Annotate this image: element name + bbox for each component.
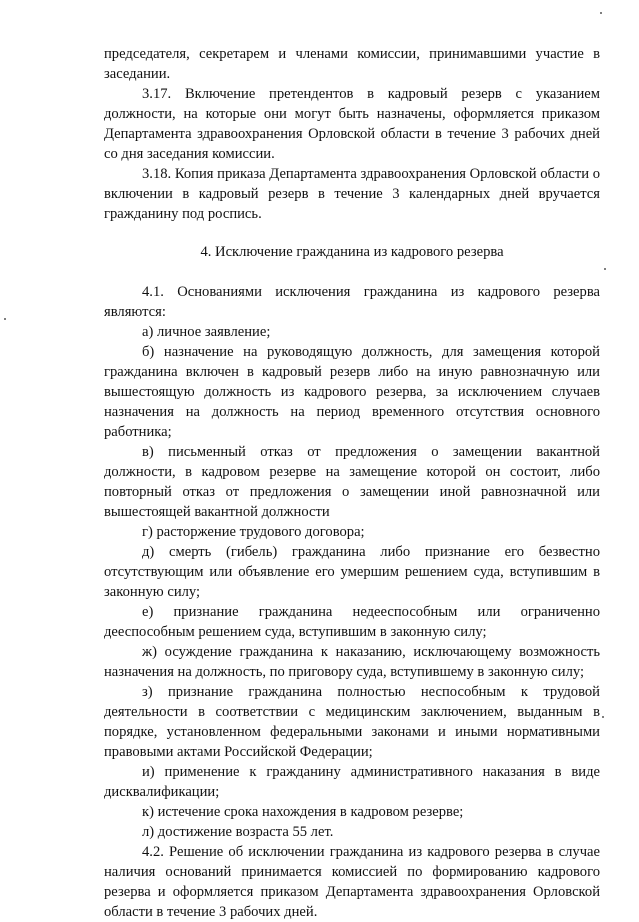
paragraph-4-2: 4.2. Решение об исключении гражданина из кадрового резерва в случае наличия оснований принимается комиссией по формированию кадрового резерва и оформляется приказом Департамента здравоохранения Орловской области в течение 3 рабочих дней. bbox=[104, 844, 600, 920]
list-item-e: е) признание гражданина недееспособным или ограниченно дееспособным решением суда, вступившим в законную силу; bbox=[104, 604, 600, 640]
list-item-i: и) применение к гражданину административного наказания в виде дисквалификации; bbox=[104, 764, 600, 800]
list-item-z: з) признание гражданина полностью неспособным к трудовой деятельности в соответствии с медицинским заключением, выданным в порядке, установленном федеральными законами и иными нормативными правовыми актами Российской Федерации; bbox=[104, 684, 600, 760]
list-item-b: б) назначение на руководящую должность, для замещения которой гражданина включен в кадровый резерв либо на иную равнозначную или вышестоящую должность из кадрового резерва, за исключением случаев назначения на должность на период временного отсутствия основного работника; bbox=[104, 344, 600, 440]
scan-speck bbox=[604, 268, 606, 270]
spacer bbox=[104, 224, 600, 242]
list-item-k: к) истечение срока нахождения в кадровом резерве; bbox=[142, 804, 464, 820]
list-item-zh: ж) осуждение гражданина к наказанию, исключающему возможность назначения на должность, по приговору суда, вступившему в законную силу; bbox=[104, 644, 600, 680]
paragraph-continuation: председателя, секретарем и членами комиссии, принимавшими участие в заседании. bbox=[104, 46, 600, 82]
paragraph-4-1: 4.1. Основаниями исключения гражданина из кадрового резерва являются: bbox=[104, 284, 600, 320]
scan-speck bbox=[600, 12, 602, 14]
scan-speck bbox=[602, 716, 604, 718]
list-item-a: а) личное заявление; bbox=[142, 324, 271, 340]
list-item-v: в) письменный отказ от предложения о замещении вакантной должности, в кадровом резерве на замещение которой он состоит, либо повторный отказ от предложения о замещении иной равнозначной или вышестоящей вакантной должности bbox=[104, 444, 600, 520]
paragraph-3-18: 3.18. Копия приказа Департамента здравоохранения Орловской области о включении в кадровый резерв в течение 3 календарных дней вручается гражданину под роспись. bbox=[104, 166, 600, 222]
list-item-g: г) расторжение трудового договора; bbox=[142, 524, 365, 540]
scan-speck bbox=[4, 318, 6, 320]
list-item-l: л) достижение возраста 55 лет. bbox=[142, 824, 334, 840]
spacer bbox=[104, 262, 600, 282]
paragraph-3-17: 3.17. Включение претендентов в кадровый резерв с указанием должности, на которые они могут быть назначены, оформляется приказом Департамента здравоохранения Орловской области в течение 3 рабочих дней со дня заседания комиссии. bbox=[104, 86, 600, 162]
document-body bbox=[104, 44, 600, 922]
section-heading: 4. Исключение гражданина из кадрового резерва bbox=[200, 244, 504, 260]
list-item-d: д) смерть (гибель) гражданина либо признание его безвестно отсутствующим или объявление его умершим решением суда, вступившим в законную силу; bbox=[104, 544, 600, 600]
